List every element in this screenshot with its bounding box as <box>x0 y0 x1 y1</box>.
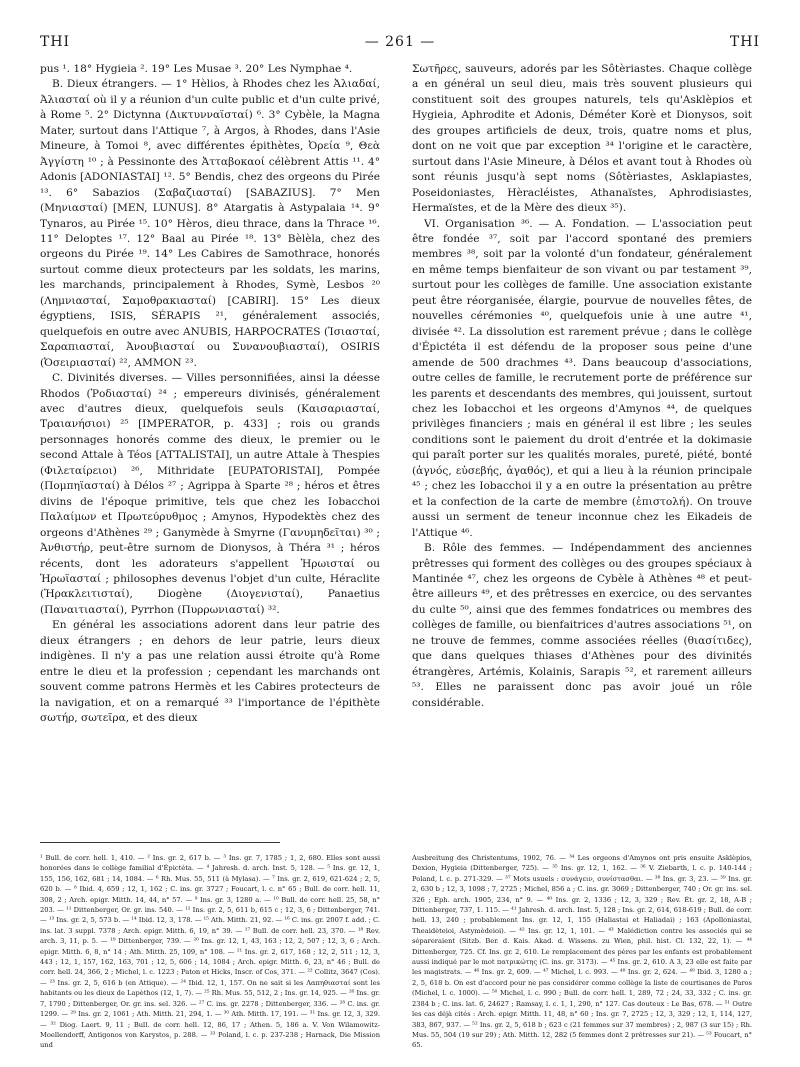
paragraph-intro-continuation: pus ¹. 18° Hygieia ². 19° Les Musae ³. 20° Les Nymphae ⁴. <box>40 63 353 75</box>
header-right: THI <box>729 34 760 50</box>
right-column <box>412 62 752 711</box>
running-header <box>40 34 760 54</box>
left-column <box>40 62 380 726</box>
footnote-rule <box>40 842 280 843</box>
footnotes-right <box>412 853 752 1051</box>
footnotes-right-text: Ausbreitung des Christentums, 1902, 76. — ³⁴ Les orgeons d'Amynos ont pris ensuite Asklèpios, Dexion, Hygieia (Dittenberger, 725). — ³⁵ Ins. gr. 12, 1, 162. — ³⁶ V. Ziebarth, l. c. p. 140-144 ; Poland, l. c. p. 271-329. — ³⁷ Mots usuels : συνάγειν, συνίστασθαι. — ³⁸ Ins. gr. 3, 23. — ³⁹ Ins. gr. 2, 630 b ; 12, 3, 1098 ; 7, 2725 ; Michel, 856 a ; C. ins. gr. 3069 ; Dittenberger, 740 ; Or. gr. ins. sel. 326 ; Eph. arch. 1905, 234, n° 9. — ⁴⁰ Ins. gr. 2, 1336 ; 12, 3, 329 ; Rev. Ét. gr. 2, 18, A-B ; Dittenberger, 737, 1. 115. — ⁴¹ Jahresh. d. arch. Inst. 5, 128 ; Ins. gr. 2, 614, 618-619 ; Bull. de corr. hell. 13, 240 ; probablement Ins. gr. 12, 1, 155 (Haliastai et Haliadai) ; 163 (Apolloniastai, Theaidèteioi, Astymèdeioi). — ⁴² Ins. gr. 12, 1, 101. — ⁴³ Malédiction contre les associés qui se sépareraient (Sitzb. Ber. d. Kais. Akad. d. Wissens. zu Wien, phil. hist. Cl. 132, 22, 1). — ⁴⁴ Dittenberger, 725. Cf. Ins. gr. 2, 610. Le remplacement des pères par les enfants est probablement aussi indiqué par le mot πατρικώτης (C. ins. gr. 3173). — ⁴⁵ Ins. gr. 2, 610. A 3, 23 elle est faite par les magistrats. — ⁴⁶ Ins. gr. 2, 609. — ⁴⁷ Michel, l. c. 993. — ⁴⁸ Ins. gr. 2, 624. — ⁴⁹ Ibid. 3, 1280 a ; 2, 5, 618 b. On est d'accord pour ne pas considérer comme collège la liste de courtisanes de Paros (Michel, l. c. 1000). — ⁵⁰ Michel, l. c. 990 ; Bull. de corr. hell. 1, 289, 72 ; 24, 33, 332 ; C. ins. gr. 2384 b ; C. ins. lat. 6, 24627 ; Ramsay, l. c. 1, 1, 290, n° 127. Cas douteux : Le Bas, 678. — ⁵¹ Outre les cas déjà cités : Arch. epigr. Mitth. 11, 48, n° 60 ; Ins. gr. 7, 2725 ; 12, 3, 329 ; 12, 1, 114, 127, 383, 867, 937. — ⁵² Ins. gr. 2, 5, 618 b ; 623 c (21 femmes sur 37 membres) ; 2, 987 (3 sur 15) ; Rh. Mus. 55, 504 (19 sur 29) ; Ath. Mitth. 12, 282 (5 femmes dont 2 prêtresses sur 21). — ⁵³ Foucart, n° 65. <box>412 854 752 1050</box>
footnotes-left <box>40 853 380 1051</box>
page-number: — 261 — <box>364 34 436 50</box>
footnotes-left-text: ¹ Bull. de corr. hell. 1, 410. — ² Ins. gr. 2, 617 b. — ³ Ins. gr. 7, 1785 ; 1, 2, 680. Elles sont aussi honorées dans le collège familial d'Épictéta. — ⁴ Jahresh. d. arch. Inst. 5, 128. — ⁵ Ins. gr. 12, 1, 155, 156, 162, 681 ; 14, 1084. — ⁶ Rh. Mus. 55, 511 (à Mylasa). — ⁷ Ins. gr. 2, 619, 621-624 ; 2, 5, 620 b. — ⁸ Ibid. 4, 659 ; 12, 1, 162 ; C. ins. gr. 3727 ; Foucart, l. c. n° 65 ; Bull. de corr. hell. 11, 308, 2 ; Arch. epigr. Mitth. 14, 44, n° 57. — ⁹ Ins. gr. 3, 1280 a. — ¹⁰ Bull. de corr. hell. 25, 58, n° 203. — ¹¹ Dittenberger, Or. gr. ins. 540. — ¹² Ins. gr. 2, 5, 611 b, 615 c ; 12, 3, 6 ; Dittenberger, 741. — ¹³ Ins. gr. 2, 5, 573 b. — ¹⁴ Ibid. 12, 3, 178. — ¹⁵ Ath. Mitth. 21, 92. — ¹⁶ C. ins. gr. 2007 f. add. ; C. ins. lat. 3 suppl. 7378 ; Arch. epigr. Mitth. 6, 19, n° 39. — ¹⁷ Bull. de corr. hell. 23, 370. — ¹⁸ Rev. arch. 3, 11, p. 5. — ¹⁹ Dittenberger, 739. — ²⁰ Ins. gr. 12, 1, 43, 163 ; 12, 2, 507 ; 12, 3, 6 ; Arch. epigr. Mitth. 6, 8, n° 14 ; Ath. Mitth. 25, 109, n° 108. — ²¹ Ins. gr. 2, 617, 168 ; 12, 2, 511 ; 12, 3, 443 ; 12, 1, 157, 162, 163, 701 ; 12, 5, 606 ; 14, 1084 ; Arch. epigr. Mitth. 6, 23, n° 46 ; Bull. de corr. hell. 24, 366, 2 ; Michel, l. c. 1223 ; Paton et Hicks, Inscr. of Cos, 371. — ²² Collitz, 3647 (Cos). — ²³ Ins. gr. 2, 5, 616 b (en Attique). — ²⁴ Ibid. 12, 1, 157. On ne sait si les Λαπηθιασταί sont les habitants ou les dieux de Lapèthos (12, 1, 7). — ²⁵ Rh. Mus. 55, 512, 2 ; Ins. gr. 14, 925. — ²⁶ Ins. gr. 7, 1790 ; Dittenberger, Or. gr. ins. sel. 326. — ²⁷ C. ins. gr. 2278 ; Dittenberger, 336. — ²⁸ C. ins. gr. 1299. — ²⁹ Ins. gr. 2, 1061 ; Ath. Mitth. 21, 294, 1. — ³⁰ Ath. Mitth. 17, 191. — ³¹ Ins. gr. 12, 3, 329. — ³² Diog. Laert. 9, 11 ; Bull. de corr. hell. 12, 86, 17 ; Athen. 5, 186 a. V. Von Wilamowitz-Moellendorff, Antigonos von Karystos, p. 288. — ³³ Poland, l. c. p. 237-238 ; Harnack, Die Mission und <box>40 854 380 1050</box>
paragraph-divinites-diverses: C. Divinités diverses. — Villes personnifiées, ainsi la déesse Rhodos (Ῥοδιασταί) ²⁴ ; empereurs divinisés, généralement avec d'autres dieux, quelquefois seuls (Καισαριασταί, Τραιανήσιοι) ²⁵ [IMPERATOR, p. 433] ; rois ou grands personnages honorés comme des dieux, le premier ou le second Attale à Téos [ATTALISTAI], un autre Attale à Thespies (Φιλεταίρειοι) ²⁶, Mithridate [EUPATORISTAI], Pompée (Πομπηϊασταί) à Délos ²⁷ ; Agrippa à Sparte ²⁸ ; héros et êtres divins de l'époque primitive, tels que chez les Iobacchoi Παλαίμων et Πρωτεύρυθμος ; Amynos, Hypodektès chez des orgeons d'Athènes ²⁹ ; Ganymède à Smyrne (Γανυμηδεῖται) ³⁰ ; Ἀνθιστήρ, peut-être surnom de Dionysos, à Théra ³¹ ; héros récents, dont les adorateurs s'appellent Ἡρωισταί ou Ἡρωϊασταί ; philosophes devenus l'objet d'un culte, Héraclite (Ἡρακλειτισταί), Diogène (Διογενισταί), Panaetius (Παναιτιασταί), Pyrrhon (Πυρρωνιασταί) ³². <box>40 372 380 616</box>
paragraph-soteres: Σωτῆρες, sauveurs, adorés par les Sôtèriastes. Chaque collège a en général un seul dieu, mais très souvent plusieurs qui constituent soit des groupes naturels, tels qu'Asklèpios et Hygieia, Aphrodite et Adonis, Déméter Korè et Dionysos, soit des groupes artificiels de deux, trois, quatre noms et plus, dont on ne voit que par exception ³⁴ l'origine et le caractère, surtout dans l'Asie Mineure, à Délos et avant tout à Rhodes où sont réunis jusqu'à sept noms (Sôtèriastes, Asklapiastes, Poseidoniastes, Hèracléistes, Athanaïstes, Aphrodisiastes, Hermaïstes, et de la Mère des dieux ³⁵). <box>412 63 752 215</box>
paragraph-en-general: En général les associations adorent dans leur patrie des dieux étrangers ; en dehors de leur patrie, leurs dieux indigènes. Il n'y a pas une relation aussi étroite qu'à Rome entre le dieu et la profession ; cependant les marchands ont souvent comme patrons Hermès et les Cabires protecteurs de la navigation, et on a remarqué ³³ l'importance de l'épithète σωτήρ, σωτεῖρα, et des dieux <box>40 619 380 725</box>
paragraph-role-des-femmes: B. Rôle des femmes. — Indépendamment des anciennes prêtresses qui forment des collèges ou des groupes spéciaux à Mantinée ⁴⁷, chez les orgeons de Cybèle à Athènes ⁴⁸ et peut-être ailleurs ⁴⁹, et des prêtresses en exercice, ou des servantes du culte ⁵⁰, ainsi que des femmes fondatrices ou membres des collèges de famille, ou bienfaitrices d'autres associations ⁵¹, on ne trouve de femmes, comme associées réelles (θιασίτιδες), que dans quelques thiases d'Athènes pour des divinités étrangères, Artémis, Kolainis, Sarapis ⁵², et rarement ailleurs ⁵³. Elles ne paraissent donc pas avoir joué un rôle considérable. <box>412 542 752 709</box>
paragraph-organisation: VI. Organisation ³⁶. — A. Fondation. — L'association peut être fondée ³⁷, soit par l'accord spontané des premiers membres ³⁸, soit par la volonté d'un fondateur, généralement en même temps bienfaiteur de son vivant ou par testament ³⁹, surtout pour les collèges de famille. Une association existante peut être réorganisée, élargie, pourvue de nouvelles fêtes, de nouvelles cérémonies ⁴⁰, quelquefois unie à une autre ⁴¹, divisée ⁴². La dissolution est rarement prévue ; dans le collège d'Épictéta il est défendu de la proposer sous peine d'une amende de 500 drachmes ⁴³. Dans beaucoup d'associations, outre celles de famille, le recrutement porte de préférence sur les parents et descendants des membres, qui jouissent, surtout chez les Iobacchoi et les orgeons d'Amynos ⁴⁴, de quelques privilèges financiers ; mais en général il est libre ; les seules conditions sont le paiement du droit d'entrée et la dokimasie qui paraît porter sur les qualités morales, pureté, piété, bonté (ἁγνός, εὐσεβής, ἀγαθός), et qui a lieu à la réunion principale ⁴⁵ ; chez les Iobacchoi il y a en outre la présentation au prêtre et la confection de la carte de membre (ἐπιστολή). On trouve aussi un serment de teneur inconnue chez les Eikadeis de l'Attique ⁴⁶. <box>412 217 752 539</box>
paragraph-dieux-etrangers: B. Dieux étrangers. — 1° Hèlios, à Rhodes chez les Ἀλιαδαί, Ἀλιασταί où il y a réunion d'un culte public et d'un culte privé, à Rome ⁵. 2° Dictynna (Δικτυνναϊσταί) ⁶. 3° Cybèle, la Magna Mater, surtout dans l'Attique ⁷, à Argos, à Rhodes, dans l'Asie Mineure, à Tomoi ⁸, avec différentes épithètes, Ὀρεία ⁹, Θεὰ Ἀγγίστη ¹⁰ ; à Pessinonte des Ἀτταβοκαοί célèbrent Attis ¹¹. 4° Adonis [ADONIASTAI] ¹². 5° Bendis, chez des orgeons du Pirée ¹³. 6° Sabazios (Σαβαζιασταί) [SABAZIUS]. 7° Men (Μηνιασταί) [MEN, LUNUS]. 8° Atargatis à Astypalaia ¹⁴. 9° Tynaros, au Pirée ¹⁵. 10° Hèros, dieu thrace, dans la Thrace ¹⁶. 11° Deloptes ¹⁷. 12° Baal au Pirée ¹⁸. 13° Bèlèla, chez des orgeons du Pirée ¹⁹. 14° Les Cabires de Samothrace, honorés surtout comme dieux protecteurs par les soldats, les marins, les marchands, principalement à Rhodes, Symè, Lesbos ²⁰ (Λημνιασταί, Σαμοθρακιασταί) [CABIRI]. 15° Les dieux égyptiens, ISIS, SÉRAPIS ²¹, généralement associés, quelquefois en outre avec ANUBIS, HARPOCRATES (Ἰσιασταί, Σαραπιασταί, Ἀνουβιασταί ou Συνανουβιασταί), OSIRIS (Ὀσειριασταί) ²², AMMON ²³. <box>40 78 380 369</box>
header-left: THI <box>40 34 71 50</box>
